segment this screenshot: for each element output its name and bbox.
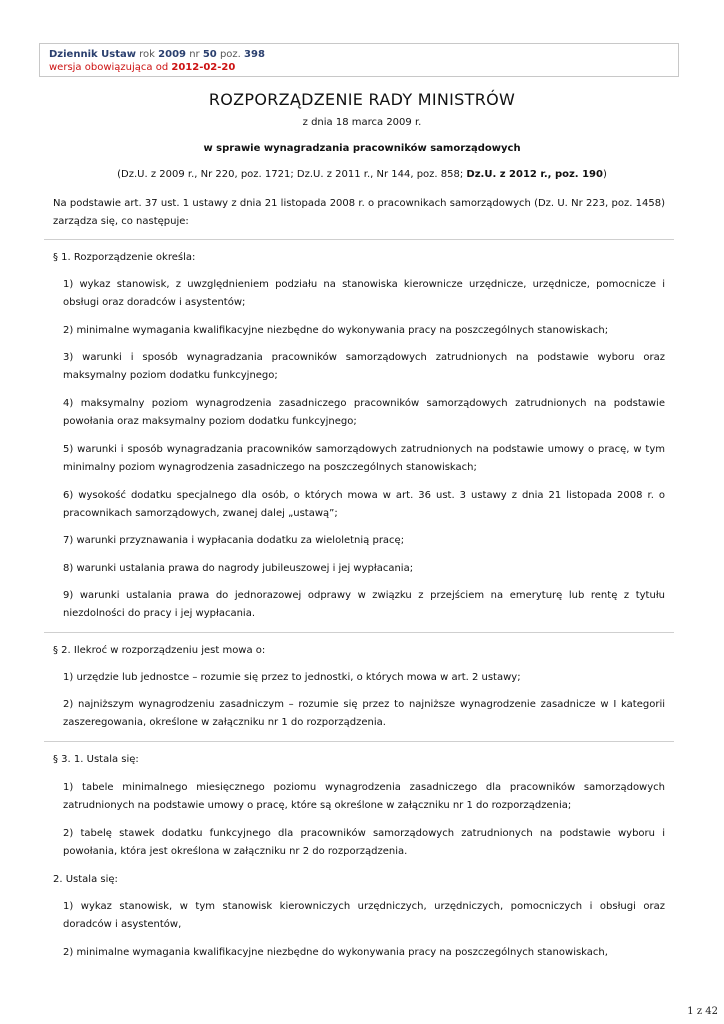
version-label: wersja obowiązująca od <box>49 62 169 73</box>
section-2-item: 1) urzędzie lub jednostce – rozumie się przez to jednostki, o których mowa w art. 2 ustawy; <box>63 672 521 683</box>
section-1-item: 9) warunki ustalania prawa do jednorazowej odprawy w związku z przejściem na emeryturę lub rentę z tytułu niezdolności do pracy i jej wypłacania. <box>63 590 665 619</box>
position-value: 398 <box>244 49 265 60</box>
section-1-item: 3) warunki i sposób wynagradzania pracowników samorządowych zatrudnionych na podstawie wyboru oraz maksymalny poziom dodatku funkcyjnego; <box>63 352 665 381</box>
section-3-subitem: 2) minimalne wymagania kwalifikacyjne niezbędne do wykonywania pracy na poszczególnych stanowiskach, <box>63 947 608 958</box>
references-plain: (Dz.U. z 2009 r., Nr 220, poz. 1721; Dz.U. z 2011 r., Nr 144, poz. 858; <box>117 169 467 180</box>
document-header <box>39 43 679 77</box>
legal-basis: Na podstawie art. 37 ust. 1 ustawy z dnia 21 listopada 2008 r. o pracownikach samorządowych (Dz. U. Nr 223, poz. 1458) zarządza się, co następuje: <box>53 198 665 227</box>
section-1-item: 1) wykaz stanowisk, z uwzględnieniem podziału na stanowiska kierownicze urzędnicze, urzędnicze, pomocnicze i obsługi oraz doradców i asystentów; <box>63 279 665 308</box>
section-3-item: 1) tabele minimalnego miesięcznego poziomu wynagrodzenia zasadniczego dla pracowników samorządowych zatrudnionych na podstawie umowy o pracę, które są określone w załączniku nr 1 do rozporządzenia; <box>63 782 665 811</box>
year-value: 2009 <box>158 49 186 60</box>
document-date: z dnia 18 marca 2009 r. <box>302 117 422 128</box>
version-date: 2012-02-20 <box>171 62 236 73</box>
year-label: rok <box>139 49 155 60</box>
journal-line <box>49 48 669 61</box>
section-2-item: 2) najniższym wynagrodzeniu zasadniczym – rozumie się przez to najniższe wynagrodzenie zasadnicze w I kategorii zaszeregowania, określone w załączniku nr 1 do rozporządzenia. <box>63 699 665 728</box>
section-1-item: 8) warunki ustalania prawa do nagrody jubileuszowej i jej wypłacania; <box>63 563 414 574</box>
references-bold: Dz.U. z 2012 r., poz. 190 <box>466 169 603 180</box>
number-value: 50 <box>202 49 217 60</box>
journal-name: Dziennik Ustaw <box>49 49 136 60</box>
section-1-item: 2) minimalne wymagania kwalifikacyjne niezbędne do wykonywania pracy na poszczególnych stanowiskach; <box>63 325 609 336</box>
references-line <box>0 169 724 180</box>
section-1-item: 4) maksymalny poziom wynagrodzenia zasadniczego pracowników samorządowych zatrudnionych na podstawie powołania oraz maksymalny poziom dodatku funkcyjnego; <box>63 398 665 427</box>
section-divider <box>44 239 674 240</box>
position-label: poz. <box>219 49 241 60</box>
section-3-subheading: 2. Ustala się: <box>53 874 118 885</box>
section-2-heading: § 2. Ilekroć w rozporządzeniu jest mowa o: <box>53 645 266 656</box>
page-number: 1 z 42 <box>687 1006 718 1017</box>
section-3-heading: § 3. 1. Ustala się: <box>53 754 139 765</box>
section-divider <box>44 632 674 633</box>
section-1-item: 5) warunki i sposób wynagradzania pracowników samorządowych zatrudnionych na podstawie umowy o pracę, w tym minimalny poziom wynagrodzenia zasadniczego na poszczególnych stanowiskach; <box>63 444 665 473</box>
section-1-item: 6) wysokość dodatku specjalnego dla osób, o których mowa w art. 36 ust. 3 ustawy z dnia 21 listopada 2008 r. o pracownikach samorządowych, zwanej dalej „ustawą”; <box>63 490 665 519</box>
section-1-item: 7) warunki przyznawania i wypłacania dodatku za wieloletnią pracę; <box>63 535 405 546</box>
section-1-heading: § 1. Rozporządzenie określa: <box>53 252 196 263</box>
section-3-item: 2) tabelę stawek dodatku funkcyjnego dla pracowników samorządowych zatrudnionych na podstawie wyboru i powołania, która jest określona w załączniku nr 2 do rozporządzenia. <box>63 828 665 857</box>
section-divider <box>44 741 674 742</box>
document-subject: w sprawie wynagradzania pracowników samorządowych <box>203 143 521 154</box>
number-label: nr <box>189 49 200 60</box>
references-close: ) <box>602 169 607 180</box>
document-title: ROZPORZĄDZENIE RADY MINISTRÓW <box>208 90 516 109</box>
version-line <box>49 61 669 74</box>
section-3-subitem: 1) wykaz stanowisk, w tym stanowisk kierowniczych urzędniczych, urzędniczych, pomocniczych i obsługi oraz doradców i asystentów, <box>63 901 665 930</box>
